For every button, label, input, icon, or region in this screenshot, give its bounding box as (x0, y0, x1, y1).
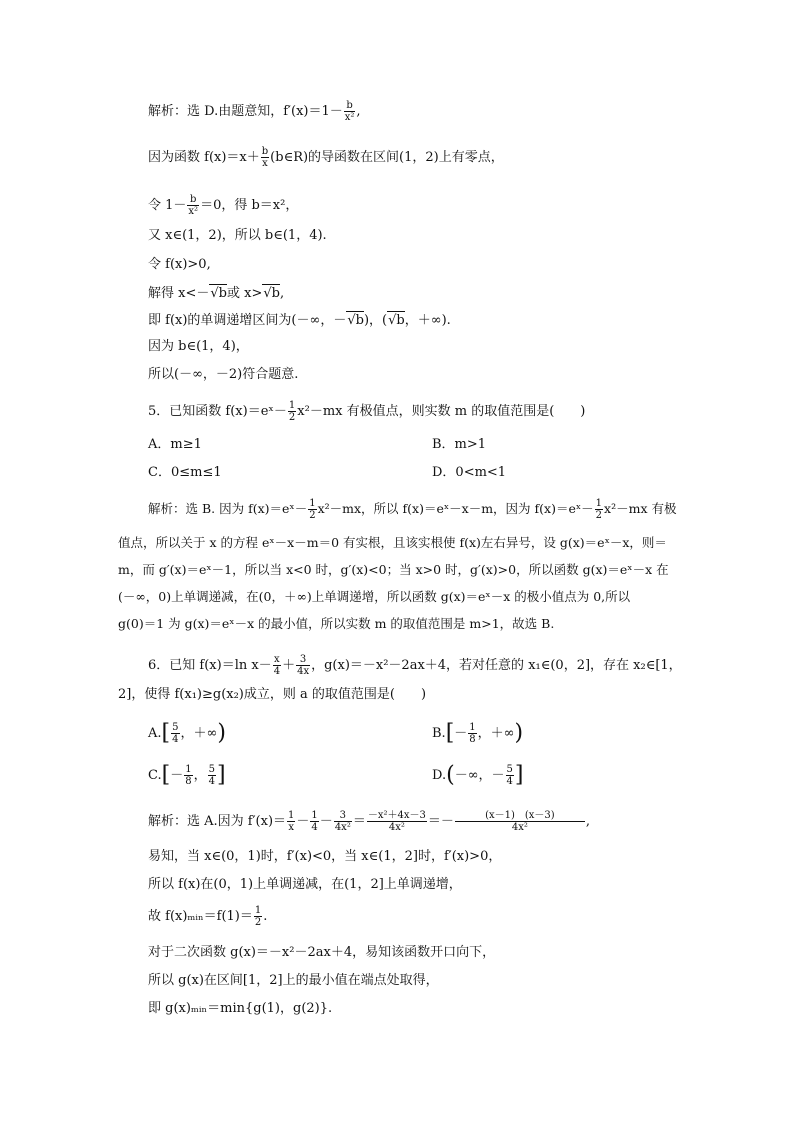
text: f′(x)＝1－ (283, 104, 343, 119)
q4-solution-line-1: 解析：选 D.由题意知，f′(x)＝1－ $\frac{b}{\text{x²}}$ , (148, 100, 361, 123)
text: 解析：选 D.由题意知， (148, 104, 284, 119)
q6-option-c: C.[－ $\frac{1}{8}$ ， $\frac{5}{4}$ ] (148, 762, 226, 788)
fraction: $\frac{x}{4}$ (273, 654, 281, 677)
q4-solution-line-9: 所以(－∞，－2)符合题意. (148, 367, 299, 382)
q5-stem: 5．已知函数 f(x)＝eˣ－ $\frac{1}{2}$ x²－mx 有极值点，则实数 m 的取值范围是( ) (148, 400, 586, 423)
q5-option-b: B．m>1 (432, 437, 487, 452)
q6-solution-line-6: 所以 g(x)在区间[1，2]上的最小值在端点处取得， (148, 973, 439, 988)
q4-solution-line-8: 因为 b∈(1，4)， (148, 339, 249, 354)
q5-option-c: C．0≤m≤1 (148, 465, 222, 480)
fraction: $\frac{1}{2}$ (288, 400, 296, 423)
fraction: $\frac{1}{2}$ (595, 498, 603, 521)
fraction: $\frac{b}{\text{x²}}$ (344, 100, 355, 123)
q6-option-d: D.(－∞，－ $\frac{5}{4}$ ] (432, 762, 524, 788)
q4-solution-line-5: 令 f(x)>0, (148, 257, 211, 272)
q6-solution-line-5: 对于二次函数 g(x)＝－x²－2ax＋4，易知该函数开口向下， (148, 945, 496, 960)
q6-solution-line-7: 即 g(x)ₘᵢₙ＝min{g(1)，g(2)}. (148, 1001, 333, 1016)
q5-option-d: D．0<m<1 (432, 465, 507, 480)
q6-option-b: B.[－ $\frac{1}{8}$ ，＋∞) (432, 720, 524, 746)
q4-solution-line-2: 因为函数 f(x)＝x＋ $\frac{b}{x}$ (b∈R)的导函数在区间(1，2)上有零点， (148, 146, 504, 169)
sqrt: √b (347, 313, 364, 328)
q5-solution-line-1: 解析：选 B. 因为 f(x)＝eˣ－ $\frac{1}{2}$ x²－mx，所以 f(x)＝eˣ－x－m，因为 f(x)＝eˣ－ $\frac{1}{2}$ x²－mx 有极 (148, 498, 677, 521)
q4-solution-line-7: 即 f(x)的单调递增区间为(－∞，－√b)，(√b，＋∞). (148, 313, 451, 328)
q6-option-a: A.[ $\frac{5}{4}$ ，＋∞) (148, 720, 226, 746)
fraction: $\frac{b}{\text{x²}}$ (188, 194, 199, 217)
q6-solution-line-3: 所以 f(x)在(0，1)上单调递减，在(1，2]上单调递增， (148, 877, 462, 892)
sqrt: √b (210, 286, 227, 301)
q5-solution-line-3: m，而 g′(x)＝eˣ－1，所以当 x<0 时，g′(x)<0；当 x>0 时，g′(x)>0，所以函数 g(x)＝eˣ－x 在 (118, 562, 669, 577)
q5-solution-line-2: 值点，所以关于 x 的方程 eˣ－x－m＝0 有实根，且该实根使 f(x)左右异号，设 g(x)＝eˣ－x，则＝ (118, 535, 667, 550)
q6-solution-line-4: 故 f(x)ₘᵢₙ＝f(1)＝ $\frac{1}{2}$ . (148, 905, 268, 928)
q5-solution-line-5: g(0)＝1 为 g(x)＝eˣ－x 的最小值，所以实数 m 的取值范围是 m>1，故选 B. (118, 616, 555, 631)
q4-solution-line-3: 令 1－ $\frac{b}{\text{x²}}$ ＝0，得 b＝x²， (148, 194, 299, 217)
q6-stem-line-1: 6．已知 f(x)＝ln x－ $\frac{x}{4}$ ＋ $\frac{3}{4x}$ ，g(x)＝－x²－2ax＋4，若对任意的 x₁∈(0，2]，存在 x₂∈[1， (148, 654, 682, 677)
q5-option-a: A．m≥1 (148, 437, 202, 452)
q4-solution-line-6: 解得 x<－√b或 x>√b, (148, 286, 285, 301)
q6-solution-line-2: 易知，当 x∈(0，1)时，f′(x)<0，当 x∈(1，2]时，f′(x)>0， (148, 849, 502, 864)
q4-solution-line-4: 又 x∈(1，2)，所以 b∈(1，4). (148, 228, 327, 243)
sqrt: √b (263, 286, 280, 301)
fraction: $\frac{3}{4x}$ (297, 654, 310, 677)
fraction: $\frac{1}{2}$ (309, 498, 316, 521)
sqrt: √b (388, 313, 405, 328)
fraction: $\frac{b}{x}$ (261, 146, 269, 169)
q6-solution-line-1: 解析：选 A.因为 f′(x)＝ $\frac{1}{x}$ － $\frac{1}{4}$ － $\frac{3}{\text{4x²}}$ ＝ $\frac{\text{－x²＋4x－3}}{\text{4x²}}$ ＝－ $\frac{(x-1) (x-3)}{\text{4x²}}$ , (148, 810, 591, 833)
q6-stem-line-2: 2]，使得 f(x₁)≥g(x₂)成立，则 a 的取值范围是( ) (118, 687, 427, 702)
q5-solution-line-4: (－∞，0)上单调递减，在(0，＋∞)上单调递增，所以函数 g(x)＝eˣ－x 的极小值点为 0,所以 (118, 589, 631, 604)
